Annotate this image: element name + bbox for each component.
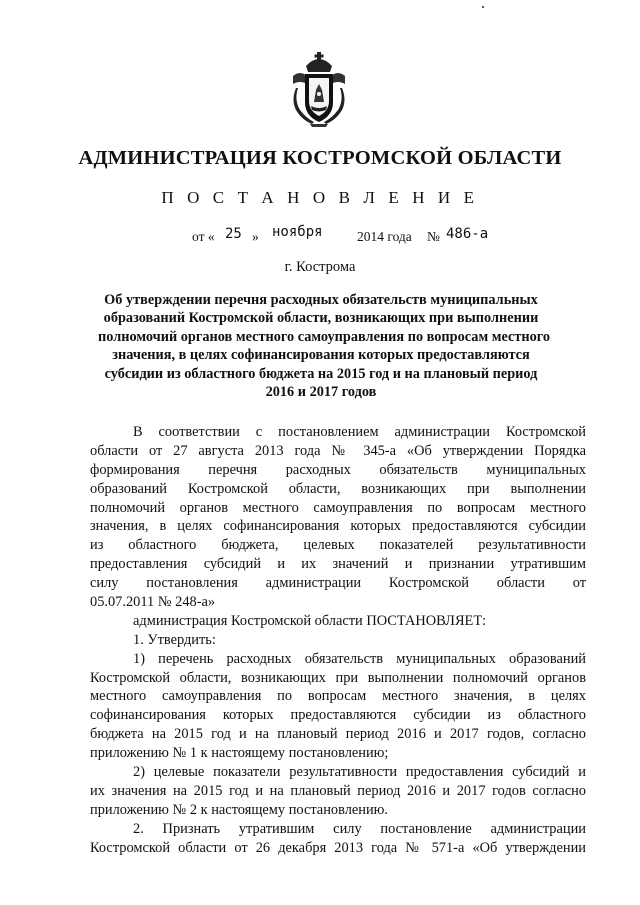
body-line: 2. Признать утратившим силу постановление администрации bbox=[133, 820, 586, 837]
body-line: приложению № 2 к настоящему постановлению. bbox=[90, 801, 389, 818]
body-line: В соответствии с постановлением администрации Костромской bbox=[133, 424, 586, 440]
body-line: местного самоуправления по вопросам местного значения, в целях bbox=[90, 688, 586, 705]
body-line: области от 27 августа 2013 года № 345-а «Об утверждении Порядка bbox=[90, 442, 586, 459]
body-line: бюджета на 2015 год и на плановый период 2016 и 2017 годов, согласно bbox=[90, 726, 586, 743]
date-quote-close: » bbox=[252, 229, 259, 244]
body-line: полномочий органов местного самоуправления по вопросам местного bbox=[90, 499, 586, 516]
scan-speck bbox=[482, 6, 484, 8]
subject-line: 2016 и 2017 годов bbox=[265, 384, 377, 401]
body-line: администрация Костромской области ПОСТАНОВЛЯЕТ: bbox=[133, 612, 487, 629]
date-year: 2014 года bbox=[357, 229, 412, 244]
body-line: предоставления субсидий и их значений и признании утратившим bbox=[90, 556, 586, 573]
organization-title: АДМИНИСТРАЦИЯ КОСТРОМСКОЙ ОБЛАСТИ bbox=[78, 147, 562, 169]
subject-line: полномочий органов местного самоуправления по вопросам местного bbox=[98, 328, 551, 345]
coat-of-arms-icon bbox=[290, 50, 348, 128]
body-line: 1. Утвердить: bbox=[133, 631, 216, 648]
number-sign: № bbox=[427, 229, 440, 244]
document-number: 486-а bbox=[446, 226, 489, 242]
subject-line: значения, в целях софинансирования которых предоставляются bbox=[112, 347, 530, 364]
body-line: силу постановления администрации Костромской области от bbox=[90, 575, 586, 592]
subject-line: образований Костромской области, возникающих при выполнении bbox=[103, 310, 539, 327]
body-line: формирования перечня расходных обязательств муниципальных bbox=[90, 461, 586, 478]
date-prefix: от « bbox=[192, 229, 215, 244]
body-line: приложению № 1 к настоящему постановлению; bbox=[90, 745, 389, 762]
document-date-line bbox=[0, 224, 640, 251]
body-line: 05.07.2011 № 248-а» bbox=[90, 594, 216, 611]
body-line: Костромской области, возникающих при выполнении полномочий органов bbox=[90, 669, 586, 686]
body-line: 2) целевые показатели результативности предоставления субсидий и bbox=[133, 764, 586, 781]
date-day: 25 bbox=[225, 226, 242, 242]
body-line: из областного бюджета, целевых показателей результативности bbox=[90, 537, 586, 554]
subject-line: Об утверждении перечня расходных обязательств муниципальных bbox=[104, 292, 538, 308]
city-label: г. Кострома bbox=[284, 259, 356, 275]
body-line: софинансирования которых предоставляются субсидии из областного bbox=[90, 707, 586, 724]
date-month: ноября bbox=[272, 224, 323, 240]
document-subject bbox=[98, 291, 551, 401]
body-line: образований Костромской области, возникающих при выполнении bbox=[90, 480, 586, 497]
body-line: 1) перечень расходных обязательств муниципальных образований bbox=[133, 650, 586, 667]
subject-line: субсидии из областного бюджета на 2015 год и на плановый период bbox=[104, 365, 538, 382]
body-line: их значения на 2015 год и на плановый период 2016 и 2017 годов согласно bbox=[90, 782, 586, 799]
document-body bbox=[90, 423, 586, 857]
document-type: П О С Т А Н О В Л Е Н И Е bbox=[161, 188, 479, 207]
body-line: Костромской области от 26 декабря 2013 года № 571-а «Об утверждении bbox=[90, 839, 586, 856]
body-line: значения, в целях софинансирования которых предоставляются субсидии bbox=[90, 518, 586, 535]
